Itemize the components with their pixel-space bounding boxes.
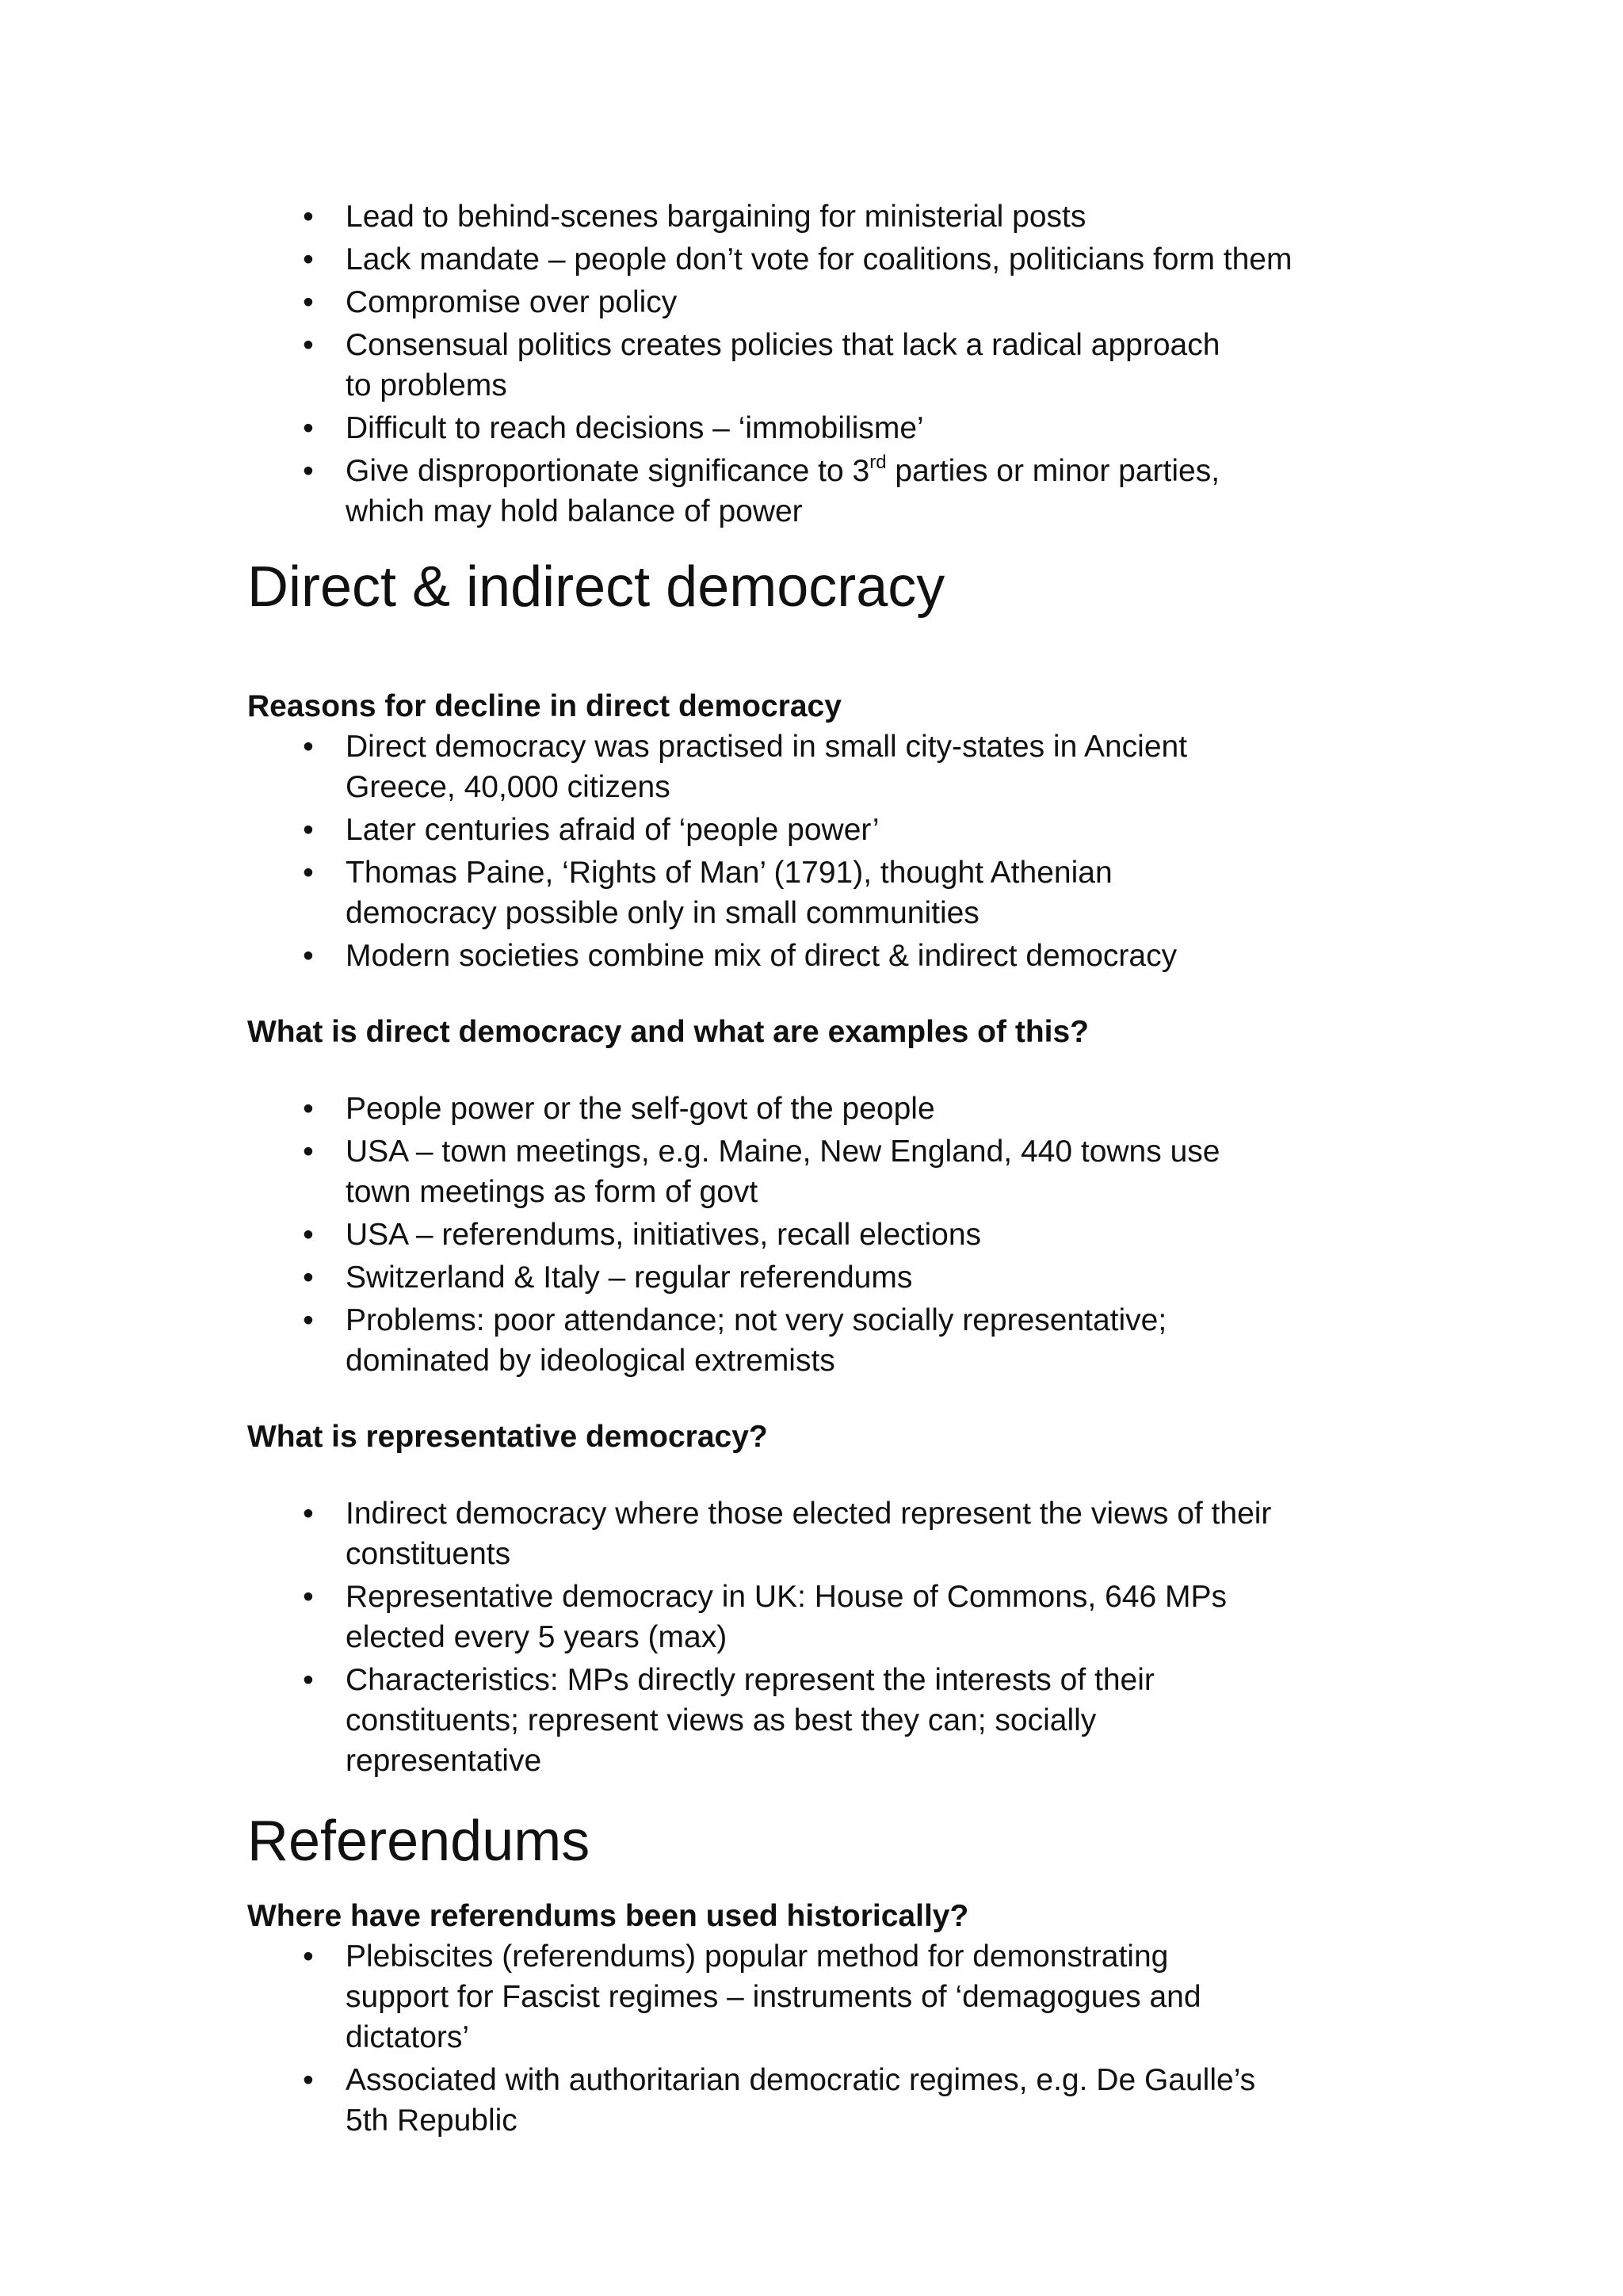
list-item bbox=[247, 196, 1404, 237]
bullet-icon: • bbox=[303, 2063, 314, 2097]
bullet-icon: • bbox=[303, 856, 314, 890]
list-item bbox=[247, 810, 1262, 850]
bullet-icon: • bbox=[303, 285, 314, 319]
list-item-text: USA – town meetings, e.g. Maine, New England, 440 towns use town meetings as form of govt bbox=[346, 1135, 1220, 1209]
bullet-icon: • bbox=[303, 411, 314, 445]
history-bullet-list bbox=[247, 1936, 1404, 2141]
list-item-text: Consensual politics creates policies that lack a radical approach to problems bbox=[346, 328, 1220, 402]
bullet-icon: • bbox=[303, 1218, 314, 1252]
list-item bbox=[247, 408, 1404, 448]
document-content bbox=[247, 196, 1404, 2143]
bullet-icon: • bbox=[303, 242, 314, 277]
bullet-icon: • bbox=[303, 200, 314, 234]
list-item bbox=[247, 936, 1262, 976]
list-item-text: Lead to behind-scenes bargaining for ministerial posts bbox=[346, 200, 1086, 234]
bullet-icon: • bbox=[303, 328, 314, 362]
list-item-text: Later centuries afraid of ‘people power’ bbox=[346, 813, 880, 847]
ordinal-superscript: rd bbox=[869, 452, 887, 473]
intro-bullet-list bbox=[247, 196, 1404, 532]
direct-examples-bullet-list bbox=[247, 1089, 1404, 1381]
list-item-text: Characteristics: MPs directly represent the interests of their constituents; represent views as best they can; socially representative bbox=[346, 1663, 1155, 1778]
representative-bullet-list bbox=[247, 1493, 1404, 1781]
bullet-icon: • bbox=[303, 1663, 314, 1697]
bullet-icon: • bbox=[303, 1497, 314, 1531]
decline-bullet-list bbox=[247, 727, 1404, 976]
list-item-text: Difficult to reach decisions – ‘immobilisme’ bbox=[346, 411, 924, 445]
list-item-text: Switzerland & Italy – regular referendums bbox=[346, 1261, 913, 1295]
list-item bbox=[247, 282, 1404, 322]
list-item-text: Lack mandate – people don’t vote for coalitions, politicians form them bbox=[346, 242, 1293, 277]
bullet-icon: • bbox=[303, 1303, 314, 1337]
list-item-text: Direct democracy was practised in small city-states in Ancient Greece, 40,000 citizens bbox=[346, 730, 1188, 804]
bullet-icon: • bbox=[303, 1261, 314, 1295]
list-item-text: Plebiscites (referendums) popular method for demonstrating support for Fascist regimes – instruments of ‘demagogues and dictators’ bbox=[346, 1939, 1201, 2054]
subheading-history: Where have referendums been used historically? bbox=[247, 1899, 969, 1933]
list-item-text: Compromise over policy bbox=[346, 285, 678, 319]
bullet-icon: • bbox=[303, 1135, 314, 1169]
bullet-icon: • bbox=[303, 1580, 314, 1614]
list-item-text: Problems: poor attendance; not very socially representative; dominated by ideological extremists bbox=[346, 1303, 1167, 1378]
bullet-icon: • bbox=[303, 454, 314, 488]
subheading-what-is-direct: What is direct democracy and what are examples of this? bbox=[247, 1015, 1089, 1049]
list-item-text: Give disproportionate significance to 3rd parties or minor parties, which may hold balance of power bbox=[346, 452, 1220, 528]
list-item bbox=[247, 1577, 1285, 1657]
list-item bbox=[247, 239, 1404, 280]
list-item bbox=[247, 852, 1262, 933]
list-item-text: Representative democracy in UK: House of Commons, 646 MPs elected every 5 years (max) bbox=[346, 1580, 1227, 1654]
bullet-icon: • bbox=[303, 1939, 314, 1974]
list-item bbox=[247, 2060, 1262, 2141]
bullet-icon: • bbox=[303, 939, 314, 973]
subheading-decline: Reasons for decline in direct democracy bbox=[247, 689, 842, 723]
bullet-icon: • bbox=[303, 1092, 314, 1126]
list-item bbox=[247, 727, 1262, 807]
list-item-text: Modern societies combine mix of direct & indirect democracy bbox=[346, 939, 1178, 973]
list-item-text: Indirect democracy where those elected represent the views of their constituents bbox=[346, 1497, 1272, 1571]
list-item-text: USA – referendums, initiatives, recall elections bbox=[346, 1218, 982, 1252]
list-item bbox=[247, 1215, 1277, 1255]
list-item-text: People power or the self-govt of the people bbox=[346, 1092, 935, 1126]
subheading-what-is-representative: What is representative democracy? bbox=[247, 1420, 768, 1454]
list-item bbox=[247, 451, 1404, 532]
list-item bbox=[247, 1257, 1277, 1298]
list-item bbox=[247, 1493, 1285, 1574]
bullet-icon: • bbox=[303, 813, 314, 847]
list-item bbox=[247, 1089, 1277, 1129]
bullet-icon: • bbox=[303, 730, 314, 764]
list-item bbox=[247, 1131, 1277, 1212]
list-item bbox=[247, 1936, 1262, 2058]
section-title-direct-indirect: Direct & indirect democracy bbox=[247, 555, 945, 619]
section-title-referendums: Referendums bbox=[247, 1810, 590, 1873]
list-item bbox=[247, 325, 1404, 406]
list-item bbox=[247, 1660, 1285, 1781]
list-item-text: Thomas Paine, ‘Rights of Man’ (1791), thought Athenian democracy possible only in small communities bbox=[346, 856, 1113, 930]
list-item-text: Associated with authoritarian democratic regimes, e.g. De Gaulle’s 5th Republic bbox=[346, 2063, 1256, 2138]
list-item bbox=[247, 1300, 1277, 1381]
